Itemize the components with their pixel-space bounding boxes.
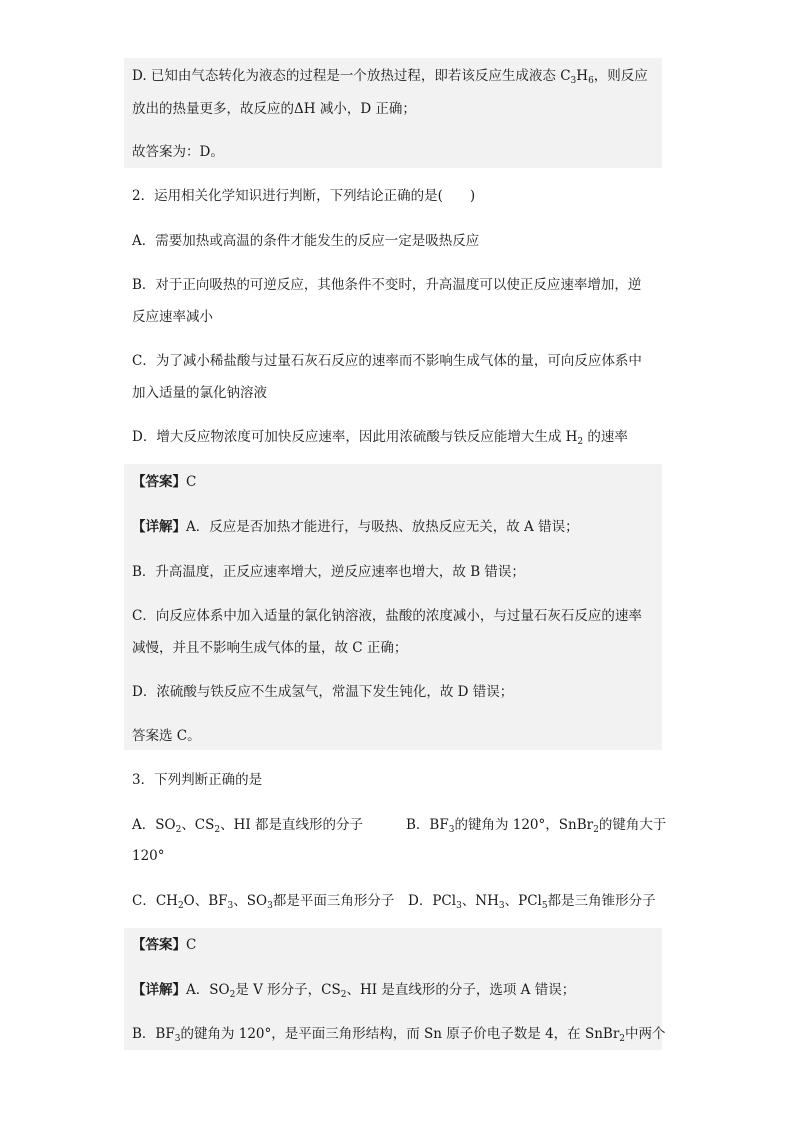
- q3-detail-b: B．$BF_3$的键角为 120°，是平面三角形结构，而 Sn 原子价电子数是 4，在 SnBr$_2$中两个: [132, 1026, 666, 1044]
- q3-option-b-line2: 120°: [132, 848, 165, 864]
- q3-option-a: A．$SO_2$、$CS_2$、HI 都是直线形的分子: [132, 817, 364, 835]
- q2-detail-b: B．升高温度，正反应速率增大，逆反应速率也增大，故 B 错误；: [132, 564, 525, 580]
- q3-stem: 3．下列判断正确的是: [132, 772, 263, 788]
- q3-option-b-line1: B．$BF_3$的键角为 120°，SnBr$_2$的键角大于: [406, 817, 667, 835]
- q2-option-c-line1: C．为了减小稀盐酸与过量石灰石反应的速率而不影响生成气体的量，可向反应体系中: [132, 353, 642, 369]
- q2-option-b-line2: 反应速率减小: [132, 309, 213, 325]
- detail-tag: 【详解】: [132, 519, 186, 535]
- q2-option-c-line2: 加入适量的氯化钠溶液: [132, 385, 267, 401]
- q2-conclusion: 答案选 C。: [132, 728, 201, 744]
- q2-detail-d: D．浓硫酸与铁反应不生成氢气，常温下发生钝化，故 D 错误；: [132, 684, 514, 700]
- q3-answer: [132, 935, 660, 955]
- answer-value: C: [186, 474, 197, 490]
- q2-option-a: A．需要加热或高温的条件才能发生的反应一定是吸热反应: [132, 233, 480, 249]
- answer-value: C: [186, 937, 197, 953]
- q1-detail-d-line1: D. 已知由气态转化为液态的过程是一个放热过程，即若该反应生成液态 $C_3H_6$，则反应: [132, 68, 648, 86]
- q2-option-d: D．增大反应物浓度可加快反应速率，因此用浓硫酸与铁反应能增大生成 $H_2$ 的速率: [132, 429, 628, 447]
- answer-tag: 【答案】: [132, 937, 186, 953]
- q2-detail-a: 【详解】A．反应是否加热才能进行，与吸热、放热反应无关，故 A 错误；: [132, 519, 579, 535]
- q2-stem: 2．运用相关化学知识进行判断，下列结论正确的是( ): [132, 188, 476, 204]
- q3-detail-a: 【详解】A．$SO_2$是 V 形分子，$CS_2$、HI 是直线形的分子，选项 A 错误；: [132, 982, 576, 1000]
- q2-option-b-line1: B．对于正向吸热的可逆反应，其他条件不变时，升高温度可以使正反应速率增加，逆: [132, 277, 642, 293]
- q1-detail-d-line2: 放出的热量更多，故反应的ΔH 减小，D 正确；: [132, 101, 416, 117]
- detail-tag: 【详解】: [132, 982, 186, 998]
- q2-detail-c-line2: 减慢，并且不影响生成气体的量，故 C 正确；: [132, 640, 408, 656]
- q1-conclusion: 故答案为：D。: [132, 144, 224, 160]
- q3-option-d: D．PCl$_3$、$NH_3$、PCl$_5$都是三角锥形分子: [408, 893, 656, 911]
- answer-tag: 【答案】: [132, 474, 186, 490]
- q3-option-c: C．$CH_2O$、$BF_3$、$SO_3$都是平面三角形分子: [132, 893, 395, 911]
- q2-detail-c-line1: C．向反应体系中加入适量的氯化钠溶液，盐酸的浓度减小，与过量石灰石反应的速率: [132, 608, 642, 624]
- q2-answer: [132, 472, 660, 492]
